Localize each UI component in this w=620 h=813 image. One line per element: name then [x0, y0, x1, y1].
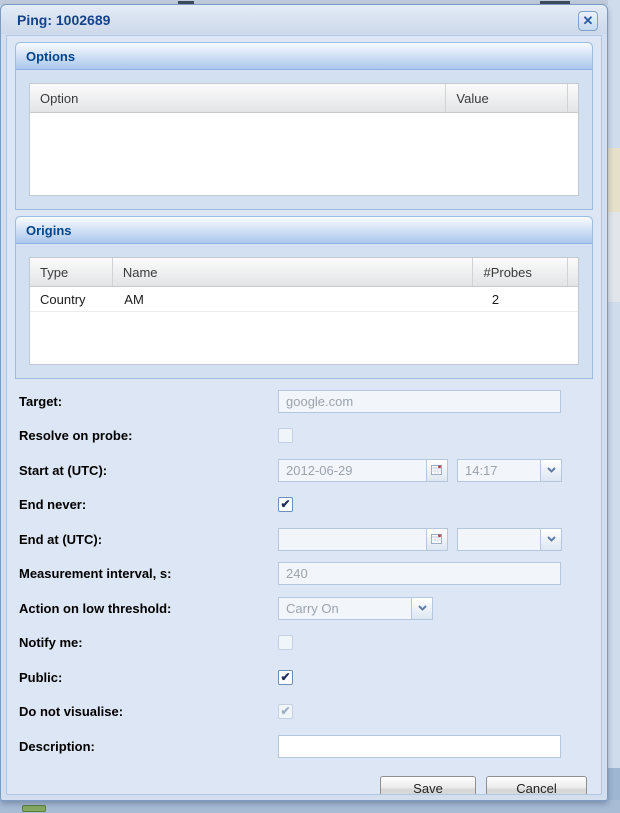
origins-grid-body: [30, 287, 578, 364]
notify-me-checkbox: [278, 635, 293, 650]
end-time-input: [457, 528, 540, 551]
cancel-button[interactable]: Cancel: [486, 776, 587, 796]
dialog-footer: [7, 776, 587, 796]
ping-dialog: [0, 4, 608, 801]
end-never-label: End never:: [19, 497, 87, 513]
form-row-target: [7, 384, 601, 419]
chevron-down-icon: [547, 536, 556, 542]
table-row[interactable]: [30, 287, 578, 312]
end-date-trigger-button: [426, 528, 448, 551]
check-icon: ✔: [280, 669, 291, 684]
origins-panel: [15, 216, 593, 379]
calendar-icon: [431, 464, 443, 476]
options-panel-body: [16, 70, 592, 209]
notify-me-label: Notify me:: [19, 635, 83, 651]
public-checkbox[interactable]: [278, 670, 293, 685]
interval-label: Measurement interval, s:: [19, 566, 172, 582]
resolve-on-probe-label: Resolve on probe:: [19, 428, 133, 444]
start-date-input: [278, 459, 426, 482]
options-panel-title: Options: [26, 49, 76, 64]
measurement-form: [7, 384, 601, 764]
options-grid-header: [30, 84, 578, 113]
chevron-down-icon: [418, 605, 427, 611]
resolve-on-probe-checkbox: [278, 428, 293, 443]
form-row-public: [7, 660, 601, 695]
end-at-fields: [278, 528, 562, 551]
description-input[interactable]: [278, 735, 561, 758]
column-header-type[interactable]: Type: [30, 258, 113, 286]
dialog-body: [6, 35, 602, 795]
end-date-input: [278, 528, 426, 551]
options-panel-header: [16, 43, 592, 70]
origins-panel-body: [16, 244, 592, 378]
column-header-option[interactable]: Option: [30, 84, 446, 112]
options-panel: [15, 42, 593, 210]
page-title: Ping: 1002689: [17, 11, 111, 28]
column-header-probes[interactable]: #Probes: [473, 258, 568, 286]
check-icon: ✔: [280, 497, 291, 512]
background-page-bottom: [0, 800, 620, 813]
column-header-spacer: [568, 84, 578, 112]
form-row-start-at: [7, 453, 601, 488]
background-fragment: [608, 212, 620, 302]
form-row-notify-me: [7, 626, 601, 661]
start-time-trigger-button: [540, 459, 562, 482]
close-icon: ✕: [582, 13, 594, 28]
origin-type-cell: Country: [40, 292, 86, 307]
form-row-end-at: [7, 522, 601, 557]
origin-name-cell: AM: [124, 292, 144, 307]
background-fragment: [608, 148, 620, 212]
action-low-threshold-label: Action on low threshold:: [19, 600, 172, 616]
column-header-name[interactable]: Name: [113, 258, 474, 286]
start-date-trigger-button: [426, 459, 448, 482]
close-button[interactable]: [578, 11, 598, 31]
origin-probes-cell: 2: [491, 292, 500, 307]
save-button[interactable]: Save: [380, 776, 476, 796]
chevron-down-icon: [547, 467, 556, 473]
form-row-action-low-threshold: [7, 591, 601, 626]
action-low-threshold-trigger-button: [411, 597, 433, 620]
start-time-input: [457, 459, 540, 482]
origins-grid: [29, 257, 579, 365]
options-grid-body[interactable]: [30, 113, 578, 195]
background-page-right: [608, 0, 620, 813]
end-at-label: End at (UTC):: [19, 531, 103, 547]
form-row-do-not-visualise: [7, 695, 601, 730]
origins-panel-title: Origins: [26, 223, 72, 238]
public-label: Public:: [19, 669, 63, 685]
action-low-threshold-input: [278, 597, 411, 620]
target-input: [278, 390, 561, 413]
form-row-description: [7, 729, 601, 764]
column-header-spacer: [568, 258, 578, 286]
calendar-icon: [431, 533, 443, 545]
form-row-end-never: [7, 488, 601, 523]
start-at-fields: [278, 459, 562, 482]
check-icon: ✔: [280, 704, 291, 719]
options-grid: [29, 83, 579, 196]
end-time-trigger-button: [540, 528, 562, 551]
dialog-titlebar[interactable]: [1, 5, 607, 34]
background-fragment: [22, 805, 46, 812]
action-low-threshold-select: [278, 597, 433, 620]
description-label: Description:: [19, 738, 95, 754]
do-not-visualise-label: Do not visualise:: [19, 704, 124, 720]
column-header-value[interactable]: Value: [446, 84, 568, 112]
form-row-resolve-on-probe: [7, 419, 601, 454]
do-not-visualise-checkbox: [278, 704, 293, 719]
start-at-label: Start at (UTC):: [19, 462, 108, 478]
interval-input: [278, 562, 561, 585]
origins-grid-header: [30, 258, 578, 287]
end-never-checkbox[interactable]: [278, 497, 293, 512]
target-label: Target:: [19, 393, 63, 409]
origins-panel-header: [16, 217, 592, 244]
form-row-interval: [7, 557, 601, 592]
